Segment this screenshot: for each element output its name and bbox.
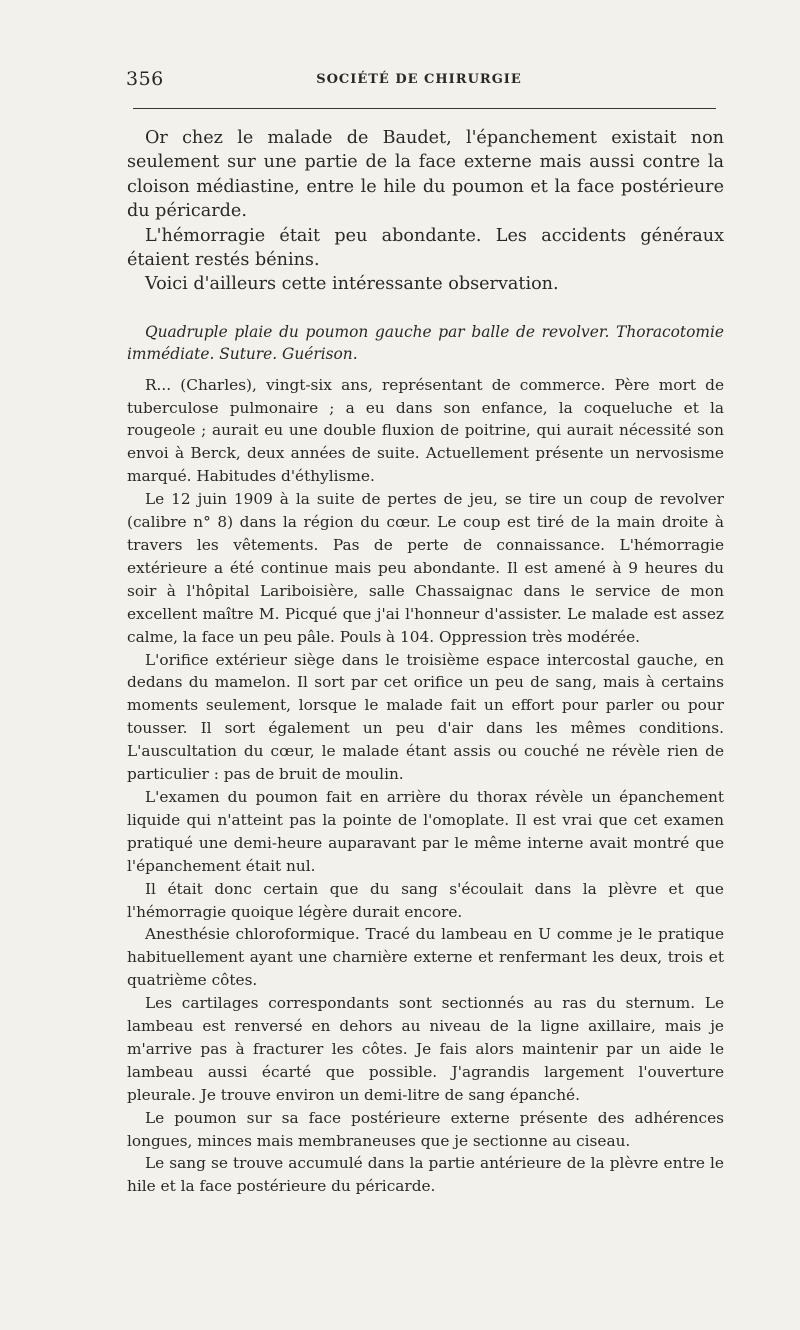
- intro-paragraph: Voici d'ailleurs cette intéressante observation.: [145, 274, 559, 295]
- body-text: [127, 126, 724, 1198]
- running-title: SOCIÉTÉ DE CHIRURGIE: [316, 72, 522, 87]
- observation-paragraph: Le poumon sur sa face postérieure externe présente des adhérences longues, minces mais membraneuses que je sectionne au ciseau.: [127, 1108, 724, 1150]
- intro-paragraph: L'hémorragie était peu abondante. Les accidents généraux étaient restés bénins.: [127, 225, 724, 271]
- page-number: 356: [126, 68, 164, 90]
- observation-paragraph: Le sang se trouve accumulé dans la partie antérieure de la plèvre entre le hile et la face postérieure du péricarde.: [127, 1154, 724, 1196]
- observation-paragraph: Il était donc certain que du sang s'écoulait dans la plèvre et que l'hémorragie quoique légère durait encore.: [127, 879, 724, 921]
- page-header: [122, 68, 716, 94]
- observation-paragraph: R... (Charles), vingt-six ans, représentant de commerce. Père mort de tuberculose pulmonaire ; a eu dans son enfance, la coqueluche et la rougeole ; aurait eu une double fluxion de poitrine, qui aurait nécessité son envoi à Berck, deux années de suite. Actuellement présente un nervosisme marqué. Habitudes d'éthylisme.: [127, 375, 724, 486]
- observation-title: Quadruple plaie du poumon gauche par balle de revolver. Thoracotomie immédiate. Suture. Guérison.: [127, 322, 724, 364]
- observation-paragraph: L'examen du poumon fait en arrière du thorax révèle un épanchement liquide qui n'atteint pas la pointe de l'omoplate. Il est vrai que cet examen pratiqué une demi-heure auparavant par le même interne avait montré que l'épanchement était nul.: [127, 787, 724, 875]
- intro-paragraph: Or chez le malade de Baudet, l'épanchement existait non seulement sur une partie de la face externe mais aussi contre la cloison médiastine, entre le hile du poumon et la face postérieure du péricarde.: [127, 128, 724, 222]
- observation-paragraph: Anesthésie chloroformique. Tracé du lambeau en U comme je le pratique habituellement ayant une charnière externe et renfermant les deux, trois et quatrième côtes.: [127, 925, 724, 990]
- observation-paragraph: Le 12 juin 1909 à la suite de pertes de jeu, se tire un coup de revolver (calibre n° 8) dans la région du cœur. Le coup est tiré de la main droite à travers les vêtements. Pas de perte de connaissance. L'hémorragie extérieure a été continue mais peu abondante. Il est amené à 9 heures du soir à l'hôpital Lariboisière, salle Chassaignac dans le service de mon excellent maître M. Picqué que j'ai l'honneur d'assister. Le malade est assez calme, la face un peu pâle. Pouls à 104. Oppression très modérée.: [127, 490, 724, 646]
- observation-paragraph: L'orifice extérieur siège dans le troisième espace intercostal gauche, en dedans du mamelon. Il sort par cet orifice un peu de sang, mais à certains moments seulement, lorsque le malade fait un effort pour parler ou pour tousser. Il sort également un peu d'air dans les mêmes conditions. L'auscultation du cœur, le malade étant assis ou couché ne révèle rien de particulier : pas de bruit de moulin.: [127, 650, 724, 784]
- header-rule: [133, 108, 716, 109]
- observation-paragraph: Les cartilages correspondants sont sectionnés au ras du sternum. Le lambeau est renversé en dehors au niveau de la ligne axillaire, mais je m'arrive pas à fracturer les côtes. Je fais alors maintenir par un aide le lambeau aussi écarté que possible. J'agrandis largement l'ouverture pleurale. Je trouve environ un demi-litre de sang épanché.: [127, 994, 724, 1104]
